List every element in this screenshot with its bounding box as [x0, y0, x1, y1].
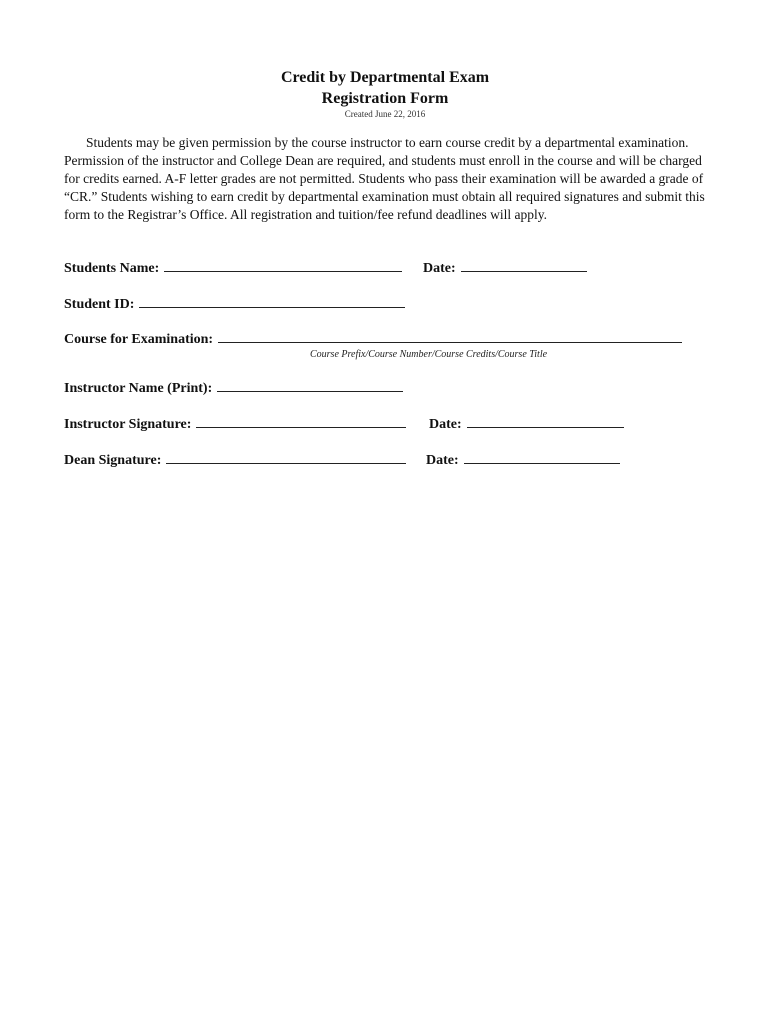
instructor-name-field[interactable]: [217, 379, 403, 392]
instructor-signature-row: [64, 415, 704, 434]
dean-signature-field[interactable]: [166, 451, 406, 464]
form-title: Credit by Departmental Exam: [280, 69, 490, 86]
dean-date-field[interactable]: [464, 451, 620, 464]
course-label: Course for Examination:: [64, 332, 214, 347]
dean-date-group: [426, 451, 620, 470]
instructor-signature-field[interactable]: [196, 415, 406, 428]
instructor-date-group: [429, 415, 624, 434]
instructor-date-field[interactable]: [467, 415, 624, 428]
instructor-date-label: Date:: [429, 417, 462, 432]
created-date: Created June 22, 2016: [344, 109, 426, 119]
instructor-name-row: [64, 379, 403, 398]
instructor-signature-label: Instructor Signature:: [64, 417, 192, 432]
instructor-name-label: Instructor Name (Print):: [64, 381, 213, 396]
student-name-label: Students Name:: [64, 261, 160, 276]
dean-signature-label: Dean Signature:: [64, 453, 162, 468]
course-field[interactable]: [218, 330, 682, 343]
student-date-group: [423, 259, 587, 278]
intro-paragraph: Students may be given permission by the course instructor to earn course credit by a departmental examination. Permission of the instructor and College Dean are required, and students must enroll in the course and will be charged for credits earned. A-F letter grades are not permitted. Students who pass their examination will be awarded a grade of “CR.” Students wishing to earn credit by departmental examination must obtain all required signatures and submit this form to the Registrar’s Office. All registration and tuition/fee refund deadlines will apply.: [64, 135, 705, 222]
student-date-label: Date:: [423, 261, 456, 276]
student-id-label: Student ID:: [64, 297, 135, 312]
course-hint: Course Prefix/Course Number/Course Credits/Course Title: [310, 349, 548, 360]
student-date-field[interactable]: [461, 259, 587, 272]
course-row: [64, 330, 682, 349]
student-id-row: [64, 295, 405, 314]
student-name-field[interactable]: [164, 259, 402, 272]
student-name-row: [64, 259, 704, 278]
student-id-field[interactable]: [139, 295, 405, 308]
dean-signature-row: [64, 451, 704, 470]
dean-date-label: Date:: [426, 453, 459, 468]
form-subtitle: Registration Form: [321, 90, 449, 107]
